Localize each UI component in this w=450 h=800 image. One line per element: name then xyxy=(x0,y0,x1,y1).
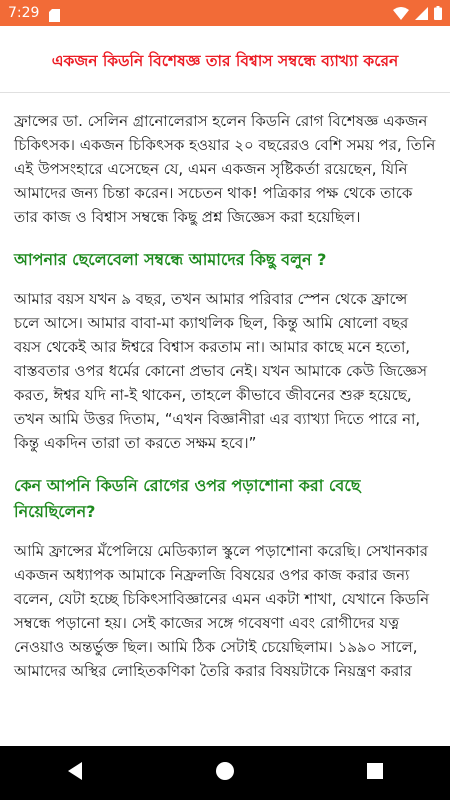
divider xyxy=(0,92,450,93)
wifi-icon xyxy=(393,7,409,20)
answer-paragraph: আমি ফ্রান্সের মঁপেলিয়ে মেডিক্যাল স্কুলে পড়াশোনা করেছি। সেখানকার একজন অধ্যাপক আমাকে নিফ্রলজি বিষয়ের ওপর কাজ করার জন্য বলেন, যেটা হচ্ছে চিকিৎসাবিজ্ঞানের এমন একটা শাখা, যেখানে কিডনি সম্বন্ধে পড়ানো হয়। সেই কাজের সঙ্গে গবেষণা এবং রোগীদের যত্ন নেওয়াও অন্তর্ভুক্ত ছিল। আমি ঠিক সেটাই চেয়েছিলাম। ১৯৯০ সালে, আমাদের অস্থির লোহিতকণিকা তৈরি করার বিষয়টাকে নিয়ন্ত্রণ করার xyxy=(14,542,430,680)
recents-button[interactable] xyxy=(300,762,450,784)
status-time: 7:29 xyxy=(8,5,40,21)
battery-icon xyxy=(434,6,442,20)
question-heading: কেন আপনি কিডনি রোগের ওপর পড়াশোনা করা বেছে নিয়েছিলেন? xyxy=(14,476,361,521)
back-icon xyxy=(66,761,84,785)
cellular-signal-icon xyxy=(415,7,428,20)
answer-paragraph: আমার বয়স যখন ৯ বছর, তখন আমার পরিবার স্পেন থেকে ফ্রান্সে চলে আসে। আমার বাবা-মা ক্যাথলিক ছিল, কিন্তু আমি ষোলো বছর বয়স থেকেই আর ঈশ্বরে বিশ্বাস করতাম না। আমার কাছে মনে হতো, বাস্তবতার ওপর ধর্মের কোনো প্রভাব নেই। যখন আমাকে কেউ জিজ্ঞেস করত, ঈশ্বর যদি না-ই থাকেন, তাহলে কীভাবে জীবনের শুরু হয়েছে, তখন আমি উত্তর দিতাম, “এখন বিজ্ঞানীরা এর ব্যাখ্যা দিতে পারে না, কিন্তু একদিন তারা তা করতে সক্ষম হবে।” xyxy=(14,290,428,452)
navigation-bar xyxy=(0,746,450,800)
sd-card-icon xyxy=(49,7,60,20)
home-icon xyxy=(215,761,235,785)
recents-icon xyxy=(366,762,384,784)
article-headline: একজন কিডনি বিশেষজ্ঞ তার বিশ্বাস সম্বন্ধে ব্যাখ্যা করেন xyxy=(51,52,399,70)
article-content[interactable] xyxy=(0,26,450,746)
status-bar xyxy=(0,0,450,26)
article-intro: ফ্রান্সের ডা. সেলিন গ্রানোলেরাস হলেন কিডনি রোগ বিশেষজ্ঞ একজন চিকিৎসক। একজন চিকিৎসক হওয়ার ২০ বছরেরও বেশি সময় পর, তিনি এই উপসংহারে এসেছেন যে, এমন একজন সৃষ্টিকর্তা রয়েছেন, যিনি আমাদের জন্য চিন্তা করেন। সচেতন থাক! পত্রিকার পক্ষ থেকে তাকে তার কাজ ও বিশ্বাস সম্বন্ধে কিছু প্রশ্ন জিজ্ঞেস করা হয়েছিল। xyxy=(14,112,436,226)
back-button[interactable] xyxy=(0,761,150,785)
status-icons xyxy=(393,6,442,20)
home-button[interactable] xyxy=(150,761,300,785)
question-heading: আপনার ছেলেবেলা সম্বন্ধে আমাদের কিছু বলুন ? xyxy=(14,250,327,269)
